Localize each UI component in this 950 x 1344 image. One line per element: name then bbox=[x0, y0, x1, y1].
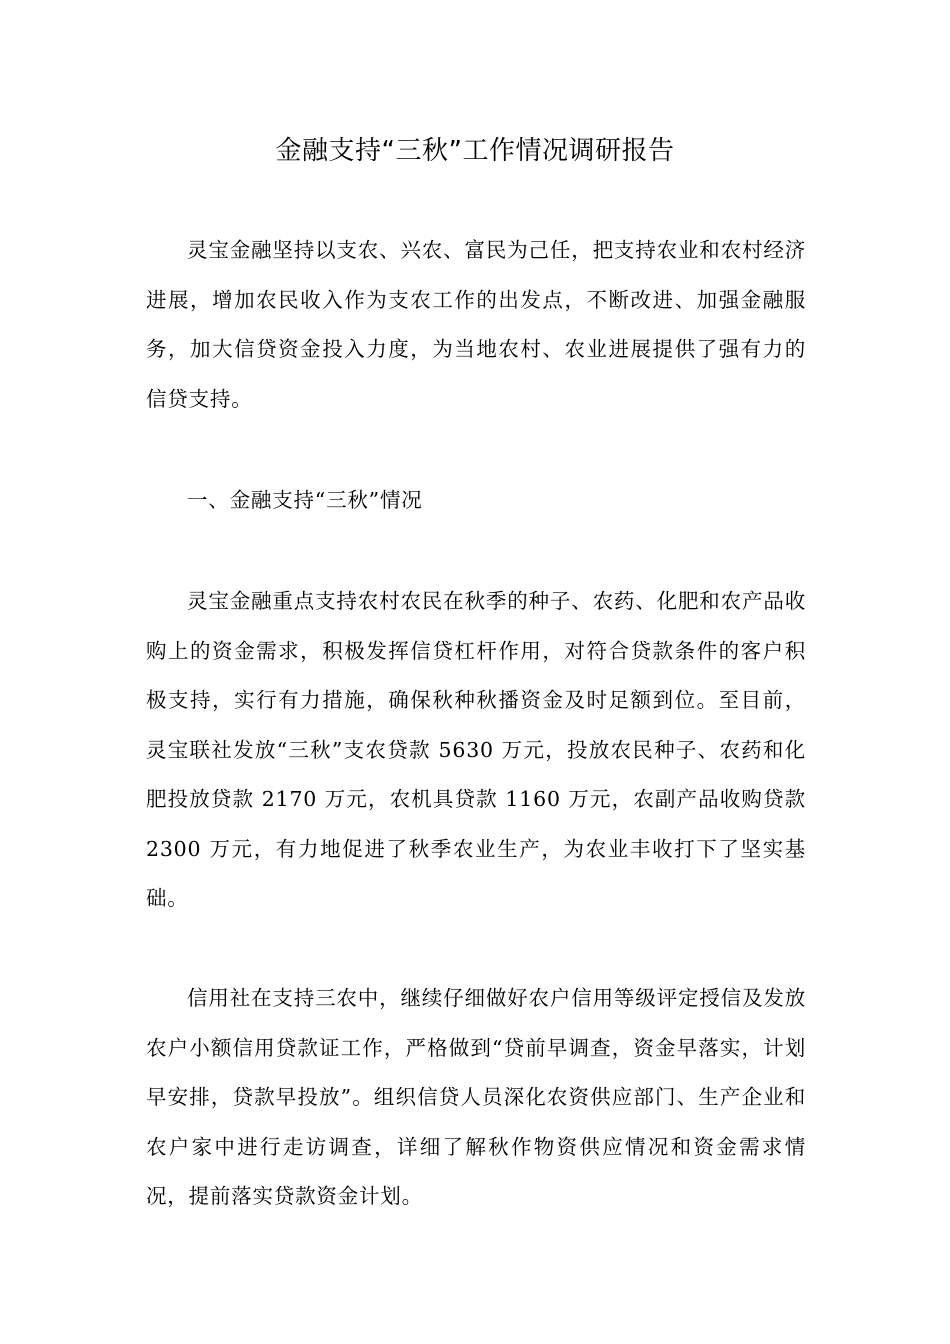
body-paragraph: 信用社在支持三农中，继续仔细做好农户信用等级评定授信及发放农户小额信用贷款证工作，严格做到“贷前早调查，资金早落实，计划早安排，贷款早投放”。组织信贷人员深化农资供应部门、生产企业和农户家中进行走访调查，详细了解秋作物资供应情况和资金需求情况，提前落实贷款资金计划。 bbox=[146, 986, 806, 1208]
intro-paragraph: 灵宝金融坚持以支农、兴农、富民为己任，把支持农业和农村经济进展，增加农民收入作为支农工作的出发点，不断改进、加强金融服务，加大信贷资金投入力度，为当地农村、农业进展提供了强有力的信贷支持。 bbox=[146, 238, 806, 411]
document-title: 金融支持“三秋”工作情况调研报告 bbox=[275, 136, 675, 166]
section-heading: 一、金融支持“三秋”情况 bbox=[187, 488, 423, 512]
body-paragraph: 灵宝金融重点支持农村农民在秋季的种子、农药、化肥和农产品收购上的资金需求，积极发挥信贷杠杆作用，对符合贷款条件的客户积极支持，实行有力措施，确保秋种秋播资金及时足额到位。至目前，灵宝联社发放“三秋”支农贷款 5630 万元，投放农民种子、农药和化肥投放贷款 2170 万元，农机具贷款 1160 万元，农副产品收购贷款 2300 万元，有力地促进了秋季农业生产，为农业丰收打下了坚实基础。 bbox=[146, 589, 806, 910]
